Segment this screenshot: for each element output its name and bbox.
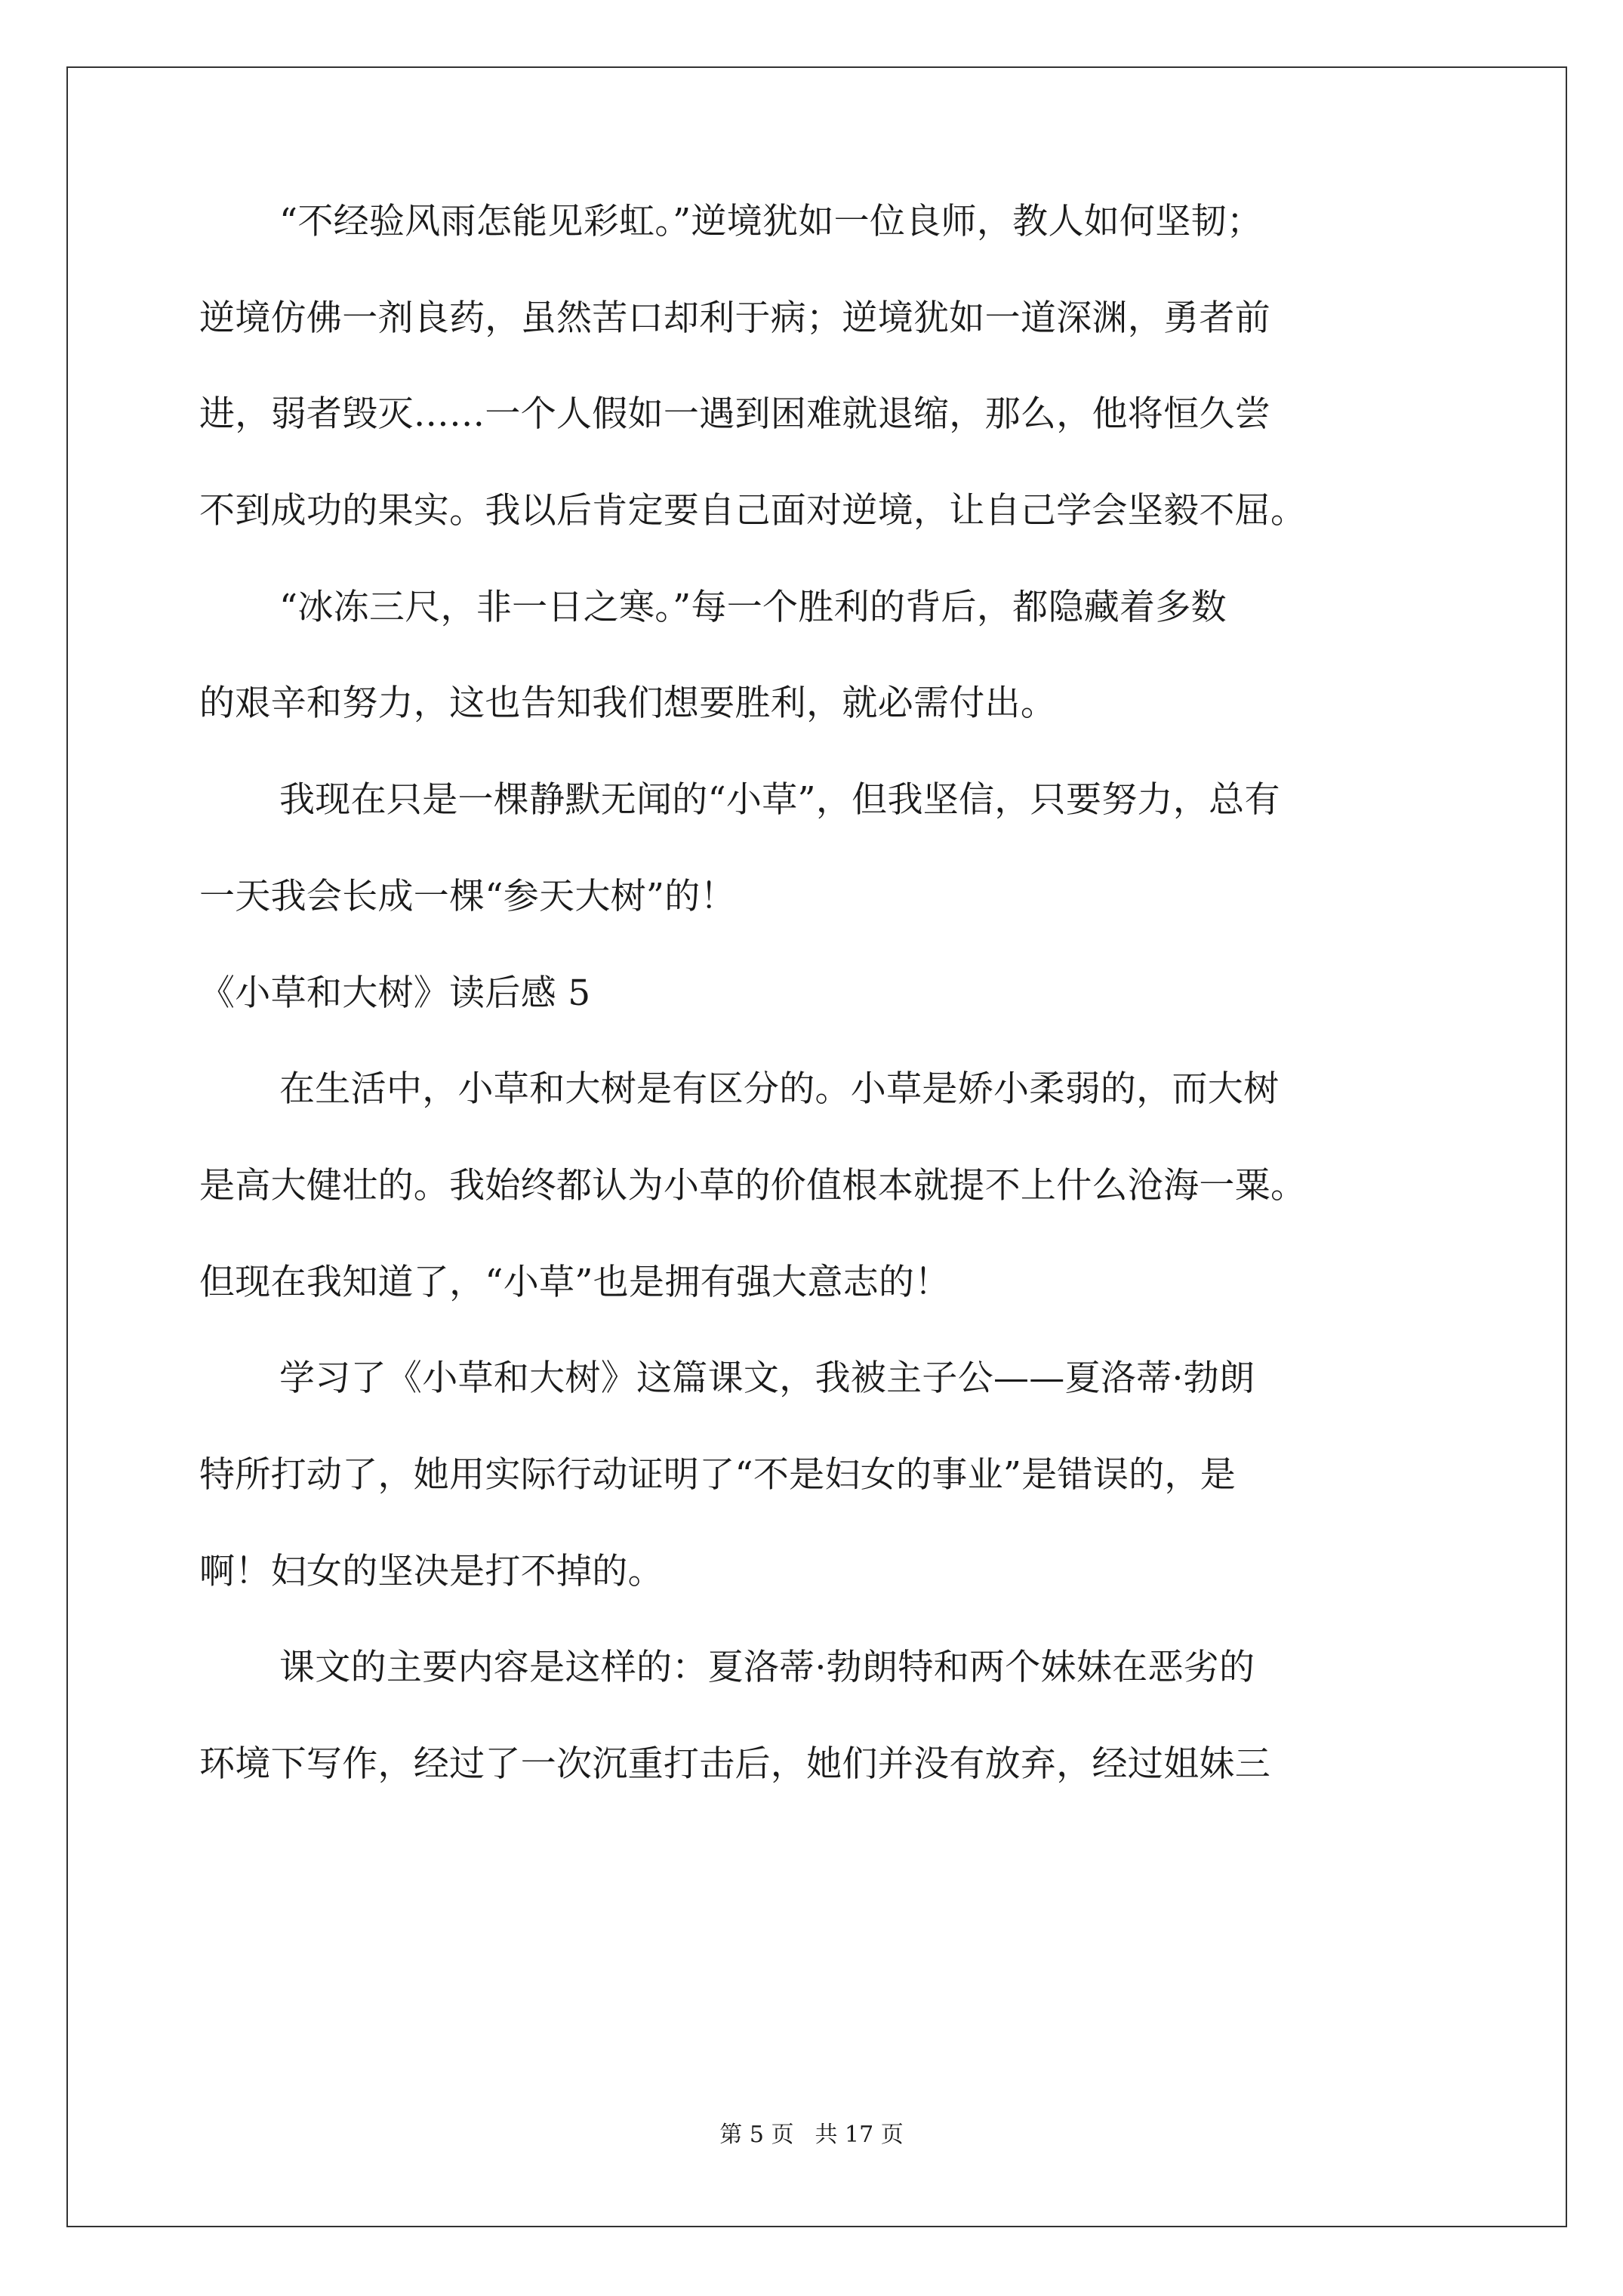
section-heading: 《小草和大树》读后感 5	[199, 972, 591, 1014]
text-line: 是高大健壮的。我始终都认为小草的价值根本就提不上什么沧海一粟。	[199, 1164, 1307, 1207]
text-line: 课文的主要内容是这样的：夏洛蒂·勃朗特和两个妹妹在恶劣的	[279, 1647, 1255, 1689]
text-line: 不到成功的果实。我以后肯定要自己面对逆境，让自己学会坚毅不屈。	[199, 490, 1307, 532]
page-footer	[0, 2120, 1623, 2150]
text-line: 我现在只是一棵静默无闻的“小草”，但我坚信，只要努力，总有	[279, 779, 1280, 821]
text-line: 啊！妇女的坚决是打不掉的。	[199, 1550, 664, 1592]
text-line: “冰冻三尺，非一日之寒。”每一个胜利的背后，都隐藏着多数	[279, 586, 1227, 628]
text-line: 进，弱者毁灭……一个人假如一遇到困难就退缩，那么，他将恒久尝	[199, 393, 1270, 436]
text-line: 环境下写作，经过了一次沉重打击后，她们并没有放弃，经过姐妹三	[199, 1743, 1270, 1785]
document-body	[199, 174, 1437, 1813]
text-line: 一天我会长成一棵“参天大树”的！	[199, 875, 736, 917]
text-line: 在生活中，小草和大树是有区分的。小草是娇小柔弱的，而大树	[279, 1068, 1280, 1111]
page-total: 共 17 页	[815, 2122, 904, 2148]
page-number: 第 5 页	[719, 2122, 794, 2148]
text-line: 学习了《小草和大树》这篇课文，我被主子公——夏洛蒂·勃朗	[279, 1358, 1255, 1400]
text-line: 但现在我知道了，“小草”也是拥有强大意志的！	[199, 1261, 950, 1303]
text-line: 的艰辛和努力，这也告知我们想要胜利，就必需付出。	[199, 683, 1057, 725]
text-line: “不经验风雨怎能见彩虹。”逆境犹如一位良师，教人如何坚韧；	[279, 201, 1263, 242]
text-line: 特所打动了，她用实际行动证明了“不是妇女的事业”是错误的，是	[199, 1453, 1236, 1496]
text-line: 逆境仿佛一剂良药，虽然苦口却利于病；逆境犹如一道深渊，勇者前	[199, 297, 1270, 339]
